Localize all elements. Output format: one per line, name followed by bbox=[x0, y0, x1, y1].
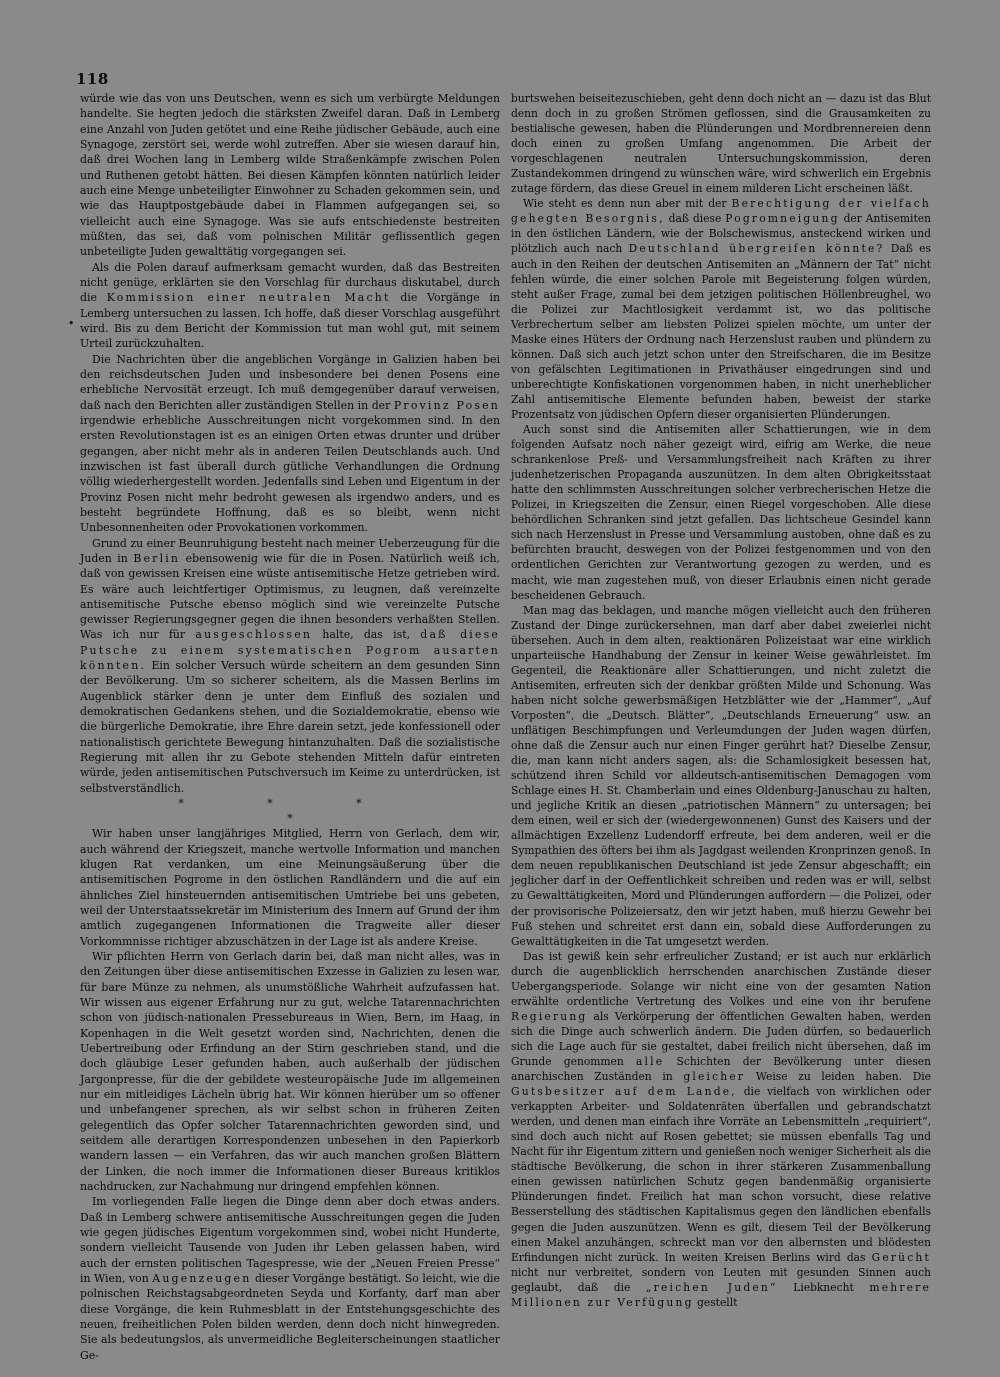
left-p3-emphasis-posen: Provinz Posen bbox=[393, 398, 501, 412]
right-paragraph-5 bbox=[511, 949, 931, 1310]
left-paragraph-1: würde wie das von uns Deutschen, wenn es sich um verbürgte Meldungen handelte. Sie hegten jedoch die stärksten Zweifel daran. Daß in Lemberg eine Anzahl von Juden getötet und eine Reihe jüdischer Gebäude, auch eine Synagoge, zerstört sei, werde wohl zutreffen. Aber sie wiesen darauf hin, daß drei Wochen lang in Lemberg wilde Straßenkämpfe zwischen Polen und Ruthenen getobt hätten. Bei diesen Kämpfen könnten natürlich leider auch eine Menge unbeteiligter Einwohner zu Schaden gekommen sein, und wie das Hauptpostgebäude dabei in Flammen aufgegangen sei, so vielleicht auch eine Synagoge. Was sie aufs entschiedenste bestreiten müßten, das sei, daß vom polnischen Militär geflissentlich gegen unbeteiligte Juden gewalttätig vorgegangen sei. bbox=[80, 92, 500, 259]
right-p5-emphasis-equal: gleicher bbox=[683, 1070, 746, 1084]
left-paragraph-3 bbox=[80, 352, 500, 536]
left-p4-text-g: Ein solcher Versuch würde scheitern an dem gesunden Sinn der Bevölkerung. Um so sicherer scheitern, als die Massen Berlins im Augenblick stärker denn je unter dem Einfluß des sozialen und demokratischen Gedankens stehen, und die Sozialdemokratie, ebenso wie die bürgerliche Demokratie, ihre Ehre darein setzt, jede konfessionell oder nationalistisch gerichtete Bewegung hintanzuhalten. Daß die sozialistische Regierung mit allen ihr zu Gebote stehenden Mitteln dafür eintreten würde, jeden antisemitischen Putschversuch im Keime zu unterdrücken, ist selbstverständlich. bbox=[80, 659, 500, 795]
left-paragraph-4 bbox=[80, 536, 500, 797]
right-p5-text-k: nicht nur verbreitet, sondern von Leuten mit gesunden Sinnen auch geglaubt, daß die bbox=[511, 1265, 931, 1294]
page-number: 118 bbox=[76, 70, 109, 88]
left-column bbox=[80, 91, 500, 1363]
left-paragraph-7 bbox=[80, 1194, 500, 1363]
right-p5-text-e: Schichten der Bevölkerung unter diesen anarchischen Zuständen in bbox=[511, 1055, 931, 1084]
left-p7-text-a: Im vorliegenden Falle liegen die Dinge denn aber doch etwas anders. Daß in Lemberg schwere antisemitische Ausschreitungen gegen die Juden wie gegen jüdisches Eigentum vorgekommen sind, wobei nicht Hunderte, sondern vielleicht Tausende von Juden ihr Leben gelassen haben, wird auch der ernsten politischen Tagespresse, wie der „Neuen Freien Presse“ in Wien, von bbox=[80, 1195, 500, 1285]
right-p5-text-liebknecht: Liebknecht bbox=[793, 1280, 854, 1294]
right-paragraph-4: Man mag das beklagen, und manche mögen vielleicht auch den früheren Zustand der Dinge zurückersehnen, man darf aber dabei zweierlei nicht übersehen. Auch in dem alten, reaktionären Polizeistaat war eine wirklich unparteiische Handhabung der Zensur in keiner Weise gewährleistet. Im Gegenteil, die Reaktionäre aller Schattierungen, und nicht zuletzt die Antisemiten, erfreuten sich der denkbar größten Milde und Schonung. Was haben nicht solche gewerbsmäßigen Hetzblätter wie der „Hammer“, „Auf Vorposten“, die „Deutsch. Blätter“, „Deutschlands Erneuerung“ usw. an unflätigen Beschimpfungen und Verleumdungen der Juden wagen dürfen, ohne daß die Zensur auch nur einen Finger gerührt hat? Dieselbe Zensur, die, man kann nicht anders sagen, als: die Schamlosigkeit besessen hat, schützend ihren Schild vor alldeutsch-antisemitischen Demagogen vom Schlage eines H. St. Chamberlain und eines Oldenburg-Januschau zu halten, und jegliche Kritik an diesen „patriotischen Männern“ zu untersagen; bei dem einen, weil er sich der (wiedergewonnenen) Gunst des Kaisers und der allmächtigen Exzellenz Ludendorff erfreute, bei dem anderen, weil er die Sympathien des öfters bei ihm als Jagdgast weilenden Kronprinzen genoß. In dem neuen republikanischen Deutschland ist jede Zensur abgeschafft; ein jeglicher darf in der Oeffentlichkeit schreiben und reden was er will, selbst zu Gewalttätigkeiten, Mord und Plünderungen auffordern — die Polizei, oder der provisorische Polizeiersatz, den wir jetzt haben, muß hierzu Gewehr bei Fuß stehen und schreitet erst dann ein, sobald diese Aufforderungen zu Gewalttätigkeiten in die Tat umgesetzt werden. bbox=[511, 603, 931, 948]
right-p5-text-c: als Verkörperung der öffentlichen Gewalten haben, werden sich die Dinge auch schwerlich ändern. Die Juden dürfen, so bedauerlich sich die Lage auch für sie gestaltet, dabei freilich nicht übersehen, daß im Grunde genommen bbox=[511, 1009, 931, 1068]
left-p4-text-c: ebensowenig wie für die in Posen. Natürlich weiß ich, daß von gewissen Kreisen eine wüste antisemitische Hetze getrieben wird. Es wäre auch leichtfertiger Optimismus, zu leugnen, daß vereinzelte antisemitische Putsche ebenso möglich sind wie vereinzelte Putsche gewisser Regierungsgegner gegen die ihnen besonders verhaßten Stellen. Was ich nur für bbox=[80, 551, 500, 642]
right-p2-text-g: Daß es auch in den Reihen der deutschen Antisemiten an „Männern der Tat“ nicht fehlen würde, die einer solchen Parole mit Begeisterung folgen würden, steht außer Frage, zumal bei dem jetzigen politischen Höllenbreughel, wo die Polizei zur Machtlosigkeit verdammt ist, wo das politische Verbrechertum selber am liebsten Polizei spielen möchte, um unter der Maske eines Hüters der Ordnung nach Herzenslust rauben und plündern zu können. Daß sich auch jetzt schon unter den Streifscharen, die im Besitze von gefälschten Legitimationen in Privathäuser eingedrungen sind und unberechtigte Konfiskationen vorgenommen haben, in nicht unerheblicher Zahl antisemitische Elemente befunden haben, beweist der starke Prozentsatz von jüdischen Opfern dieser organisierten Plünderungen. bbox=[511, 242, 931, 421]
left-paragraph-2 bbox=[80, 260, 500, 352]
section-divider-stars: * * * bbox=[178, 797, 402, 811]
left-p4-text-e: halte, das ist, bbox=[322, 628, 411, 642]
left-p7-text-c: dieser Vorgänge bestätigt. So leicht, wie die polnischen Reichstagsabgeordneten Seyda und Korfanty, darf man aber diese Vorgänge, die kein Ruhmesblatt in der Entstehungsgeschichte des neuen, freiheitlichen Polen bilden werden, denn doch nicht hinwegreden. Sie als bedeutungslos, als unvermeidliche Begleiterscheinungen staatlicher Ge- bbox=[80, 1271, 500, 1362]
right-column bbox=[511, 91, 931, 1310]
left-p3-text-c: irgendwie erhebliche Ausschreitungen nicht vorgekommen sind. In den ersten Revolutionstagen ist es an einigen Orten etwas drunter und drüber gegangen, aber nicht mehr als in anderen Teilen Deutschlands auch. Und inzwischen ist fast überall durch gütliche Verhandlungen die Ordnung völlig wiederhergestellt worden. Jedenfalls sind Leben und Eigentum in der Provinz Posen nicht mehr bedroht gewesen als irgendwo anders, und es besteht begründete Hoffnung, daß es so bleibt, wenn nicht Unbesonnenheiten oder Provokationen vorkommen. bbox=[80, 413, 500, 535]
right-p5-emphasis-rumor: Gerücht bbox=[871, 1250, 931, 1264]
right-p5-emphasis-landowners: Gutsbesitzer auf dem Lande, bbox=[511, 1085, 737, 1099]
right-p5-emphasis-all: alle bbox=[635, 1055, 665, 1068]
left-p2-emphasis-commission: Kommission einer neutralen Macht bbox=[106, 291, 391, 305]
right-p5-text-i: die vielfach von wirklichen oder verkappten Arbeiter- und Soldatenräten überfallen und gebrandschatzt werden, und denen man einfach ihre Vorräte an Lebensmitteln „requiriert“, sind doch auch nicht auf Rosen gebettet; sie müssen ebenfalls Tag und Nacht für ihr Eigentum zittern und genießen noch weniger Sicherheit als die städtische Bevölkerung, die schon in ihrer stärkeren Zusammenballung einen gewissen natürlichen Schutz gegen bandenmäßig organisierte Plünderungen findet. Freilich hat man schon vorsucht, diese relative Besserstellung des städtischen Kapitalismus gegen den ländlichen ebenfalls gegen die Juden auszunützen. Wenn es gilt, diesem Teil der Bevölkerung einen Makel anzuhängen, schreckt man vor den albernsten und blödesten Erfindungen nicht zurück. In weiten Kreisen Berlins wird das bbox=[511, 1085, 932, 1264]
right-p2-emphasis-germany: Deutschland übergreifen könnte? bbox=[628, 242, 885, 256]
right-p2-text-c: daß diese bbox=[668, 212, 722, 226]
left-p4-emphasis-pogrom: daß diese Putsche zu einem systematischen Pogrom ausarten könnten. bbox=[80, 628, 501, 673]
right-paragraph-3: Auch sonst sind die Antisemiten aller Schattierungen, wie in dem folgenden Aufsatz noch näher gezeigt wird, eifrig am Werke, die neue schrankenlose Preß- und Versammlungsfreiheit nach Kräften zu ihrer judenhetzerischen Propaganda auszunützen. In dem alten Obrigkeitsstaat hatte den schlimmsten Ausschreitungen solcher verbrecherischen Hetze die Polizei, in Kriegszeiten die Zensur, einen Riegel vorgeschoben. Alle diese behördlichen Schranken sind jetzt gefallen. Das lichtscheue Gesindel kann sich nach Herzenslust in Presse und Versammlung austoben, ohne daß es zu befürchten braucht, deswegen von der Polizei festgenommen und von den ordentlichen Gerichten zur Verantwortung gezogen zu werden, und es macht, wie man zugestehen muß, von dieser Erlaubnis einen nicht gerade bescheidenen Gebrauch. bbox=[511, 423, 931, 602]
left-p7-emphasis-witnesses: Augenzeugen bbox=[152, 1271, 252, 1285]
left-p4-text-a: Grund zu einer Beunruhigung besteht nach meiner Ueberzeugung für die Juden in bbox=[80, 536, 500, 565]
left-p4-emphasis-berlin: Berlin bbox=[133, 551, 181, 565]
right-p5-text-g: Weise zu leiden haben. Die bbox=[755, 1070, 931, 1084]
right-paragraph-1: burtswehen beiseitezuschieben, geht denn doch nicht an — dazu ist das Blut denn doch in zu großen Strömen geflossen, sind die Grausamkeiten zu bestialische gewesen, haben die Plünderungen und Mordbrennereien denn doch einen zu großen Umfang angenommen. Die Arbeit der vorgeschlagenen neutralen Untersuchungskommission, deren Zustandekommen dringend zu wünschen wäre, wird schwerlich ein Ergebnis zutage fördern, das diese Greuel in einem milderen Licht erscheinen läßt. bbox=[511, 92, 931, 196]
right-p5-text-o: gestellt bbox=[697, 1295, 738, 1309]
right-p2-emphasis-concern: Berechtigung der vielfach gehegten Besorgnis, bbox=[511, 197, 931, 226]
right-p2-text-a: Wie steht es denn nun aber mit der bbox=[523, 197, 727, 211]
right-p2-text-e: der Antisemiten in den östlichen Ländern, wie der Bolschewismus, ansteckend wirken und plötzlich auch nach bbox=[511, 212, 931, 256]
left-paragraph-5: Wir haben unser langjähriges Mitglied, Herrn von Gerlach, dem wir, auch während der Kriegszeit, manche wertvolle Information und manchen klugen Rat verdanken, um eine Meinungsäußerung über die antisemitischen Pogrome in den östlichen Randländern und die auf ein ähnliches Ziel hinsteuernden antisemitischen Umtriebe bei uns gebeten, weil der Unterstaatssekretär im Ministerium des Innern auf Grund der ihm amtlich zugegangenen Informationen die Tragweite aller dieser Vorkommnisse richtiger abzuschätzen in der Lage ist als andere Kreise. bbox=[80, 827, 500, 948]
right-p5-emphasis-government: Regierung bbox=[511, 1009, 588, 1023]
right-paragraph-2 bbox=[511, 196, 931, 422]
left-p4-emphasis-excluded: ausgeschlossen bbox=[195, 628, 313, 642]
right-p5-text-a: Das ist gewiß kein sehr erfreulicher Zustand; er ist auch nur erklärlich durch die augenblicklich herrschenden anarchischen Zustände dieser Uebergangsperiode. Solange wir nicht eine von der gesamten Nation erwählte ordentliche Vertretung des Volkes und eine von ihr berufene bbox=[511, 949, 931, 1008]
left-paragraph-6: Wir pflichten Herrn von Gerlach darin bei, daß man nicht alles, was in den Zeitungen über diese antisemitischen Exzesse in Galizien zu lesen war, für bare Münze zu nehmen, als unumstößliche Wahrheit aufzufassen hat. Wir wissen aus eigener Erfahrung nur zu gut, welche Tatarennachrichten schon von jüdisch-nationalen Pressebureaus in Wien, Bern, im Haag, in Kopenhagen in die Welt gesetzt worden sind, Nachrichten, denen die Uebertreibung oder Erfindung an der Stirn geschrieben stand, und die doch gläubige Leser gefunden haben, auch außerhalb der jüdischen Jargonpresse, für die der gebildete westeuropäische Jude im allgemeinen nur ein mitleidiges Lächeln übrig hat. Wir können hierüber um so offener und unbefangener sprechen, als wir selbst schon in früheren Zeiten gelegentlich das Opfer solcher Tatarennachrichten geworden sind, und seitdem alle derartigen Korrespondenzen unbesehen in den Papierkorb wandern lassen — ein Verfahren, das wir auch manchen großen Blättern der Linken, die noch immer die Informationen dieser Bureaus kritiklos nachdrucken, zur Nachahmung nur dringend empfehlen können. bbox=[80, 950, 500, 1193]
left-p2-text-a: Als die Polen darauf aufmerksam gemacht wurden, daß das Bestreiten nicht genüge, erklärten sie den Vorschlag für durchaus diskutabel, durch die bbox=[80, 260, 500, 305]
margin-bullet-mark: • bbox=[68, 317, 75, 330]
section-divider-star: * bbox=[287, 812, 293, 826]
right-p2-emphasis-pogrom-tendency: Pogromneigung bbox=[725, 212, 840, 226]
right-p5-emphasis-rich-jews: „reichen Juden“ bbox=[645, 1280, 778, 1294]
left-p2-text-c: die Vorgänge in Lemberg untersuchen zu lassen. Ich hoffe, daß dieser Vorschlag ausgeführt wird. Bis zu dem Bericht der Kommission tut man wohl gut, mit seinem Urteil zurückzuhalten. bbox=[80, 291, 500, 351]
right-p5-emphasis-millions: mehrere Millionen zur Verfügung bbox=[511, 1280, 931, 1309]
left-p3-text-a: Die Nachrichten über die angeblichen Vorgänge in Galizien haben bei den reichsdeutschen Juden und insbesondere bei denen Posens eine erhebliche Nervosität erzeugt. Ich muß demgegenüber darauf verweisen, daß nach den Berichten aller zuständigen Stellen in der bbox=[80, 352, 500, 412]
